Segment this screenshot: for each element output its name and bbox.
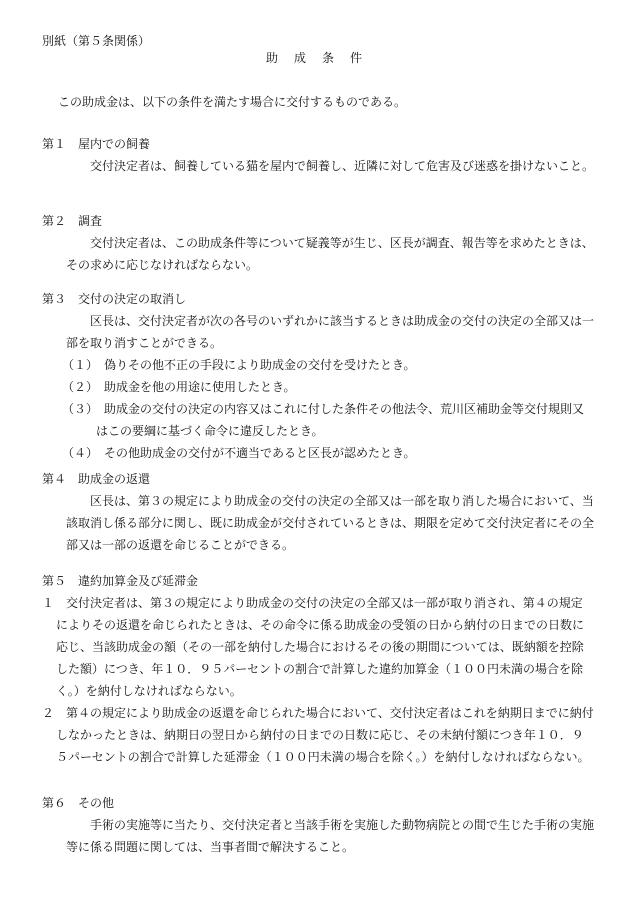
attachment-label: 別紙（第５条関係） bbox=[42, 34, 151, 48]
section-5 bbox=[42, 570, 594, 768]
section-body: 手術の実施等に当たり、交付決定者と当該手術を実施した動物病院との間で生じた手術の実施等に係る問題に関しては、当事者間で解決すること。 bbox=[66, 818, 595, 854]
list-item: （２） 助成金を他の用途に使用したとき。 bbox=[62, 380, 296, 394]
section-2 bbox=[42, 210, 594, 276]
section-body: 区長は、交付決定者が次の各号のいずれかに該当するときは助成金の交付の決定の全部又は一部を取り消すことができる。 bbox=[66, 314, 595, 350]
section-body: 交付決定者は、飼養している猫を屋内で飼養し、近隣に対して危害及び迷惑を掛けないこと。 bbox=[90, 159, 595, 173]
list-item: （４） その他助成金の交付が不適当であると区長が認めたとき。 bbox=[62, 446, 416, 460]
section-heading: 第１ 屋内での飼養 bbox=[42, 137, 151, 151]
section-heading: 第３ 交付の決定の取消し bbox=[42, 292, 187, 306]
section-3 bbox=[42, 288, 594, 464]
paragraph-1: １ 交付決定者は、第３の規定により助成金の交付の決定の全部又は一部が取り消され、第４の規定によりその返還を命じられたときは、その命令に係る助成金の受領の日から納付の日までの日数に応じ、当該助成金の額（その一部を納付した場合におけるその後の期間については、既納額を控除した額）につき、年１０．９５パーセントの割合で計算した違約加算金（１００円未満の場合を除く。）を納付しなければならない。 bbox=[42, 596, 585, 698]
section-heading: 第６ その他 bbox=[42, 796, 115, 810]
section-body: 交付決定者は、この助成条件等について疑義等が生じ、区長が調査、報告等を求めたときは、その求めに応じなければならない。 bbox=[66, 236, 594, 272]
section-6 bbox=[42, 792, 594, 858]
paragraph-2: ２ 第４の規定により助成金の返還を命じられた場合において、交付決定者はこれを納期日までに納付しなかったときは、納期日の翌日から納付の日までの日数に応じ、その未納付額につき年１０．９５パーセントの割合で計算した延滞金（１００円未満の場合を除く。）を納付しなければならない。 bbox=[42, 706, 594, 764]
section-heading: 第４ 助成金の返還 bbox=[42, 472, 151, 486]
intro-text: この助成金は、以下の条件を満たす場合に交付するものである。 bbox=[58, 95, 407, 109]
document-title: 助 成 条 件 bbox=[265, 51, 364, 65]
condition-list bbox=[42, 354, 594, 464]
section-4 bbox=[42, 468, 594, 556]
section-body: 区長は、第３の規定により助成金の交付の決定の全部又は一部を取り消した場合において、当該取消し係る部分に関し、既に助成金が交付されているときは、期限を定めて交付決定者にその全部又は一部の返還を命じることができる。 bbox=[66, 494, 595, 552]
section-heading: 第２ 調査 bbox=[42, 214, 103, 228]
section-1 bbox=[42, 133, 594, 177]
section-heading: 第５ 違約加算金及び延滞金 bbox=[42, 574, 199, 588]
list-item: （３） 助成金の交付の決定の内容又はこれに付した条件その他法令、荒川区補助金等交付規則又はこの要綱に基づく命令に違反したとき。 bbox=[62, 402, 585, 438]
list-item: （１） 偽りその他不正の手段により助成金の交付を受けたとき。 bbox=[62, 358, 416, 372]
